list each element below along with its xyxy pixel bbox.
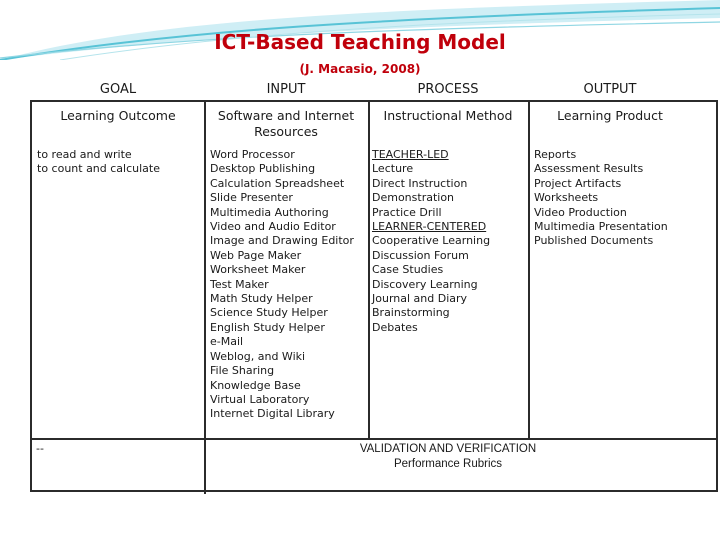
list-item: Web Page Maker [210, 248, 302, 262]
list-item: Practice Drill [372, 205, 442, 219]
list-item: Internet Digital Library [210, 407, 335, 421]
output-subheading: Learning Product [557, 108, 663, 123]
validation-footer [348, 442, 548, 472]
goal-list [37, 148, 160, 177]
list-item: Direct Instruction [372, 176, 468, 190]
list-item: Reports [534, 148, 577, 161]
list-item: Virtual Laboratory [210, 392, 310, 406]
list-item: Discovery Learning [372, 277, 478, 291]
list-item: Worksheets [534, 191, 599, 205]
list-item: Published Documents [534, 234, 654, 248]
column-divider [368, 102, 370, 438]
list-item: Debates [372, 320, 418, 334]
header-input: INPUT [266, 82, 306, 97]
list-item: Multimedia Authoring [210, 205, 329, 219]
process-subheading: Instructional Method [383, 108, 513, 123]
list-item: Math Study Helper [210, 292, 313, 306]
list-item: to count and calculate [37, 162, 161, 176]
list-item: Cooperative Learning [372, 234, 491, 248]
list-item: Discussion Forum [372, 248, 469, 262]
list-item: Slide Presenter [210, 191, 293, 205]
list-item: Multimedia Presentation [534, 220, 668, 234]
list-item: Demonstration [372, 191, 455, 205]
list-item: Image and Drawing Editor [210, 234, 354, 248]
list-item: e-Mail [210, 335, 244, 349]
input-subheading: Software and Internet Resources [217, 108, 355, 139]
input-list [210, 148, 354, 422]
row-divider [32, 438, 718, 440]
header-process: PROCESS [417, 82, 479, 97]
list-item: English Study Helper [210, 320, 325, 334]
output-list [534, 148, 668, 249]
list-item: Worksheet Maker [210, 263, 306, 277]
footer-line: VALIDATION AND VERIFICATION [359, 443, 537, 455]
list-item: Video Production [534, 205, 627, 219]
page-title: ICT-Based Teaching Model [214, 30, 506, 54]
list-item: Lecture [372, 162, 414, 176]
column-divider [204, 102, 206, 494]
header-goal: GOAL [99, 82, 137, 97]
list-item: Weblog, and Wiki [210, 349, 306, 363]
list-item: Science Study Helper [210, 306, 328, 320]
list-category-heading: LEARNER-CENTERED [372, 220, 487, 234]
model-table [30, 100, 718, 492]
page-subtitle: (J. Macasio, 2008) [299, 62, 421, 76]
list-item: Knowledge Base [210, 378, 301, 392]
header-output: OUTPUT [583, 82, 637, 97]
column-divider [528, 102, 530, 438]
list-item: Video and Audio Editor [210, 220, 336, 234]
list-item: to read and write [37, 148, 132, 161]
list-item: Project Artifacts [534, 176, 622, 190]
goal-bottom-cell: -- [36, 442, 44, 455]
list-item: Test Maker [210, 277, 269, 291]
list-category-heading: TEACHER-LED [372, 148, 449, 161]
list-item: Journal and Diary [372, 292, 468, 306]
goal-subheading: Learning Outcome [60, 108, 176, 123]
process-list [372, 148, 490, 335]
list-item: Desktop Publishing [210, 162, 316, 176]
list-item: Word Processor [210, 148, 295, 161]
footer-line: Performance Rubrics [393, 458, 502, 470]
list-item: File Sharing [210, 364, 275, 378]
list-item: Brainstorming [372, 306, 450, 320]
list-item: Case Studies [372, 263, 444, 277]
list-item: Calculation Spreadsheet [210, 176, 345, 190]
list-item: Assessment Results [534, 162, 644, 176]
